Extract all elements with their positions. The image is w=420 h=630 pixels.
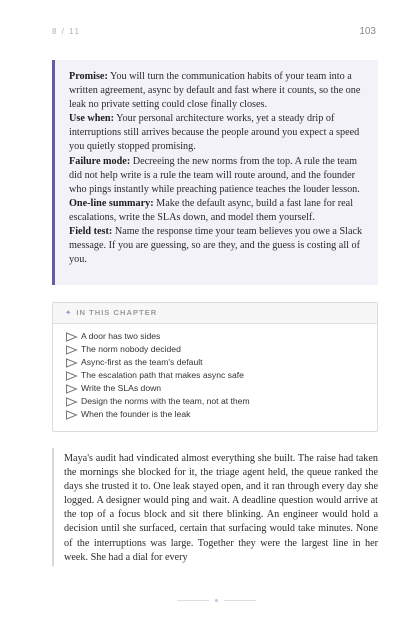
- toc-item-label: Async-first as the team's default: [81, 357, 203, 367]
- footer-ornament: [176, 596, 256, 604]
- toc-item[interactable]: [65, 408, 377, 421]
- running-header: [52, 26, 376, 37]
- summary-field-test-label: Field test:: [69, 226, 113, 238]
- chapter-contents: [52, 302, 378, 432]
- summary-one-line-label: One-line summary:: [69, 197, 154, 209]
- ornament-dot-icon: [215, 599, 218, 602]
- chapter-contents-list: [53, 324, 377, 421]
- body-paragraph: Maya's audit had vindicated almost everything she built. The raise had taken the mornings she blocked for it, the triage agent held, the queue ranked the days she trusted it to. One leak stayed open, and it ran through every day she logged. A designer would ping and wait. A deadline question would arrive at the top of a focus block and sit there blinking. An engineer would hold a decision until she surfaced, certain that surfacing would take minutes. None of the interruptions was large. Together they were the largest line in her week. She had a dial for every: [64, 453, 378, 563]
- summary-promise: [69, 70, 368, 112]
- summary-promise-label: Promise:: [69, 71, 108, 82]
- summary-field-test-text: Name the response time your team believes you owe a Slack message. If you are guessing, so are they, and the guess is costing all of you.: [69, 226, 363, 266]
- chapter-progress: 8 / 11: [52, 27, 81, 36]
- toc-item[interactable]: [65, 395, 377, 408]
- summary-use-when: [69, 112, 368, 154]
- page-number: 103: [359, 26, 376, 37]
- toc-item[interactable]: [65, 356, 377, 369]
- chapter-contents-title: IN THIS CHAPTER: [76, 308, 158, 317]
- toc-item-label: Write the SLAs down: [81, 383, 162, 393]
- toc-item[interactable]: [65, 382, 377, 395]
- play-triangle-icon: [65, 332, 78, 342]
- play-triangle-icon: [65, 345, 78, 355]
- play-triangle-icon: [65, 384, 78, 394]
- chapter-summary-box: [52, 60, 378, 285]
- toc-item[interactable]: [65, 369, 377, 382]
- summary-use-when-label: Use when:: [69, 113, 114, 125]
- chapter-contents-header: [53, 303, 377, 324]
- summary-failure-mode-text: Decreeing the new norms from the top. A rule the team did not help write is a rule the team will route around, and the founder who pings instantly while preaching patience teaches the louder lesson.: [69, 155, 360, 195]
- summary-one-line: [69, 197, 368, 225]
- toc-item[interactable]: [65, 343, 377, 356]
- summary-failure-mode: [69, 155, 368, 197]
- toc-item-label: The norm nobody decided: [81, 344, 181, 354]
- play-triangle-icon: [65, 410, 78, 420]
- summary-one-line-text: Make the default async, build a fast lane for real escalations, write the SLAs down, and model them yourself.: [69, 197, 354, 223]
- play-triangle-icon: [65, 358, 78, 368]
- play-triangle-icon: [65, 397, 78, 407]
- play-triangle-icon: [65, 371, 78, 381]
- toc-item-label: When the founder is the leak: [81, 409, 191, 419]
- summary-failure-mode-label: Failure mode:: [69, 155, 131, 167]
- toc-item-label: The escalation path that makes async safe: [81, 370, 244, 380]
- ornament-rule-left: [177, 600, 209, 601]
- star-icon: ✦: [65, 308, 73, 317]
- summary-promise-text: You will turn the communication habits of your team into a written agreement, async by default and fast where it counts, so the one leak no private setting could close finally closes.: [69, 71, 361, 111]
- toc-item-label: Design the norms with the team, not at them: [81, 396, 250, 406]
- chapter-body: [52, 448, 378, 566]
- summary-use-when-text: Your personal architecture works, yet a steady drip of interruptions still arrives because the people around you expect a speed you quietly stopped promising.: [69, 113, 360, 153]
- toc-item-label: A door has two sides: [81, 331, 161, 341]
- summary-field-test: [69, 225, 368, 267]
- ornament-rule-right: [224, 600, 256, 601]
- toc-item[interactable]: [65, 330, 377, 343]
